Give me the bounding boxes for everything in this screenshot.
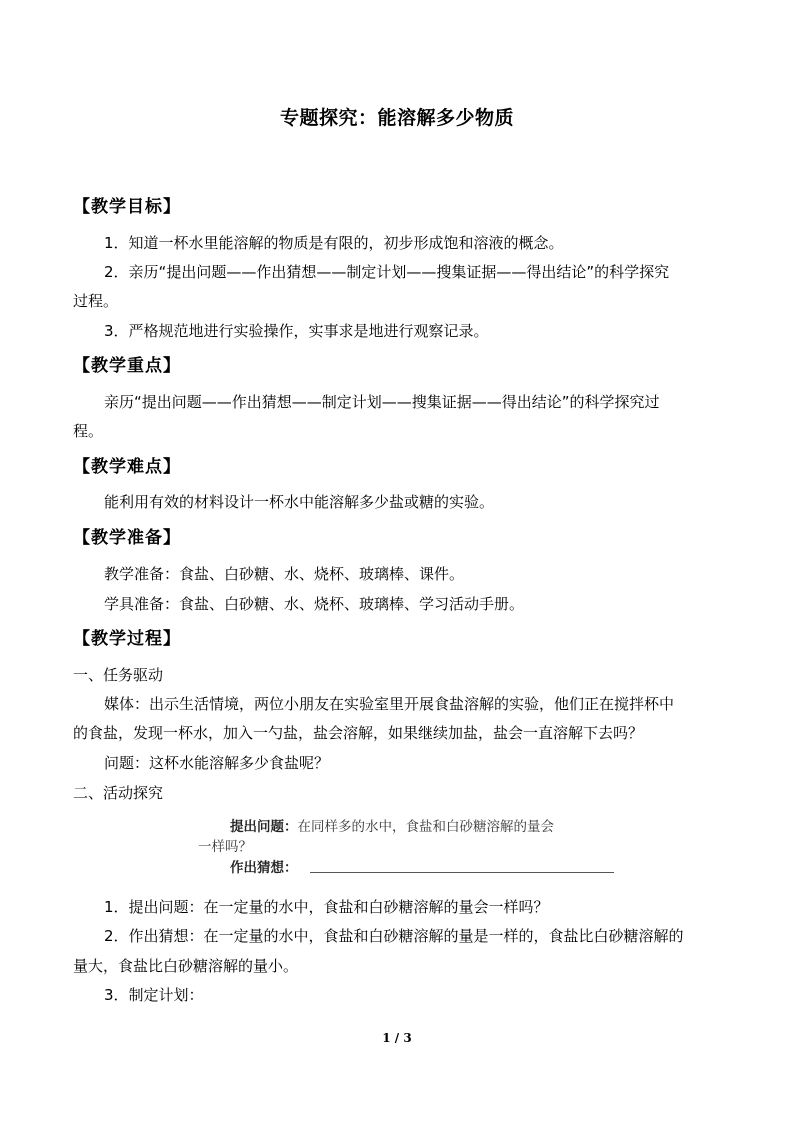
goal-item: 2．亲历“提出问题——作出猜想——制定计划——搜集证据——得出结论”的科学探究 xyxy=(104,263,670,281)
process-part1-line: 媒体：出示生活情境，两位小朋友在实验室里开展食盐溶解的实验，他们正在搅拌杯中 xyxy=(104,695,675,713)
difficulties-heading: 【教学难点】 xyxy=(73,457,181,477)
preparation-line: 学具准备：食盐、白砂糖、水、烧杯、玻璃棒、学习活动手册。 xyxy=(104,595,525,613)
process-part2-line: 量大，食盐比白砂糖溶解的量小。 xyxy=(73,957,299,975)
goal-item: 1．知道一杯水里能溶解的物质是有限的，初步形成饱和溶液的概念。 xyxy=(104,234,564,252)
goals-heading: 【教学目标】 xyxy=(73,197,181,217)
preparation-heading: 【教学准备】 xyxy=(73,528,181,548)
page-number: 1 / 3 xyxy=(382,1031,412,1045)
process-heading: 【教学过程】 xyxy=(73,629,181,649)
goal-item: 3．严格规范地进行实验操作，实事求是地进行观察记录。 xyxy=(104,322,489,340)
preparation-line: 教学准备：食盐、白砂糖、水、烧杯、玻璃棒、课件。 xyxy=(104,565,465,583)
process-part2-line: 3．制定计划： xyxy=(104,986,204,1004)
process-part1-line: 问题：这杯水能溶解多少食盐呢？ xyxy=(104,754,330,772)
figure-question-text: 在同样多的水中，食盐和白砂糖溶解的量会 xyxy=(297,819,554,835)
process-part2-line: 1．提出问题：在一定量的水中，食盐和白砂糖溶解的量会一样吗？ xyxy=(104,898,549,916)
textbook-figure xyxy=(198,813,618,879)
process-part1-title: 一、任务驱动 xyxy=(73,666,164,684)
page-title: 专题探究：能溶解多少物质 xyxy=(279,107,514,129)
figure-guess-label: 作出猜想： xyxy=(230,860,298,876)
key-point-line: 程。 xyxy=(73,422,104,440)
key-point-line: 亲历“提出问题——作出猜想——制定计划——搜集证据——得出结论”的科学探究过 xyxy=(104,393,660,411)
process-part1-line: 的食盐，发现一杯水，加入一勺盐，盐会溶解，如果继续加盐，盐会一直溶解下去吗？ xyxy=(73,724,644,742)
figure-question-row xyxy=(230,815,554,835)
key-points-heading: 【教学重点】 xyxy=(73,356,181,376)
goal-item-continuation: 过程。 xyxy=(73,292,119,310)
figure-answer-line xyxy=(310,872,614,873)
process-part2-title: 二、活动探究 xyxy=(73,784,164,802)
figure-question-label: 提出问题： xyxy=(230,819,298,835)
difficulty-line: 能利用有效的材料设计一杯水中能溶解多少盐或糖的实验。 xyxy=(104,493,495,511)
process-part2-line: 2．作出猜想：在一定量的水中，食盐和白砂糖溶解的量是一样的，食盐比白砂糖溶解的 xyxy=(104,927,684,945)
figure-question-continuation: 一样吗？ xyxy=(198,839,252,855)
